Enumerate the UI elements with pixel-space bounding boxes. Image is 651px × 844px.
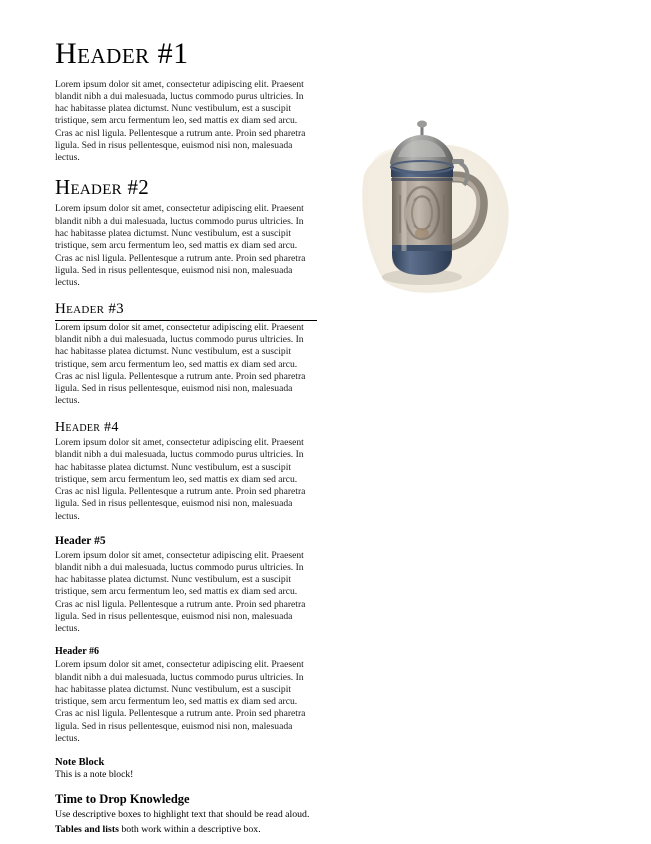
heading-level-5: Header #5 [55,534,106,547]
section-paragraph: Lorem ipsum dolor sit amet, consectetur adipiscing elit. Praesent blandit nibh a dui malesuada, luctus commodo purus ultricies. In hac habitasse platea dictumst. Nunc vestibulum, est a suscipit tristique, sem arcu fermentum leo, sed mattis ex diam sed arcu. Cras ac nisl ligula. Pellentesque a rutrum ante. Proin sed pharetra ligula. Sed in risus pellentesque, euismod nisi non, malesuada lectus. [55,549,306,635]
section-paragraph: Lorem ipsum dolor sit amet, consectetur adipiscing elit. Praesent blandit nibh a dui malesuada, luctus commodo purus ultricies. In hac habitasse platea dictumst. Nunc vestibulum, est a suscipit tristique, sem arcu fermentum leo, sed mattis ex diam sed arcu. Cras ac nisl ligula. Pellentesque a rutrum ante. Proin sed pharetra ligula. Sed in risus pellentesque, euismod nisi non, malesuada lectus. [55,321,306,407]
beer-stein-svg [352,105,542,305]
descriptive-block-footer-rest: both work within a descriptive box. [118,824,261,836]
heading-level-6: Header #6 [55,646,99,658]
heading-level-4: Header #4 [55,419,119,435]
document-body-column [55,38,317,840]
descriptive-block [55,792,317,837]
heading-level-3: Header #3 [55,301,317,321]
stein-lower-band [392,245,452,251]
section-paragraph: Lorem ipsum dolor sit amet, consectetur adipiscing elit. Praesent blandit nibh a dui malesuada, luctus commodo purus ultricies. In hac habitasse platea dictumst. Nunc vestibulum, est a suscipit tristique, sem arcu fermentum leo, sed mattis ex diam sed arcu. Cras ac nisl ligula. Pellentesque a rutrum ante. Proin sed pharetra ligula. Sed in risus pellentesque, euismod nisi non, malesuada lectus. [55,437,306,522]
section-paragraph: Lorem ipsum dolor sit amet, consectetur adipiscing elit. Praesent blandit nibh a dui malesuada, luctus commodo purus ultricies. In hac habitasse platea dictumst. Nunc vestibulum, est a suscipit tristique, sem arcu fermentum leo, sed mattis ex diam sed arcu. Cras ac nisl ligula. Pellentesque a rutrum ante. Proin sed pharetra ligula. Sed in risus pellentesque, euismod nisi non, malesuada lectus. [55,203,306,289]
note-block-body: This is a note block! [55,769,134,781]
note-block [55,757,317,781]
descriptive-block-body: Use descriptive boxes to highlight text that should be read aloud. [55,808,310,820]
beer-stein-illustration [352,105,542,305]
note-block-title: Note Block [55,757,105,769]
stein-lid-knob [417,121,427,128]
heading-level-2: Header #2 [55,175,150,200]
stein-band-shadow [391,178,453,181]
section-paragraph: Lorem ipsum dolor sit amet, consectetur adipiscing elit. Praesent blandit nibh a dui malesuada, luctus commodo purus ultricies. In hac habitasse platea dictumst. Nunc vestibulum, est a suscipit tristique, sem arcu fermentum leo, sed mattis ex diam sed arcu. Cras ac nisl ligula. Pellentesque a rutrum ante. Proin sed pharetra ligula. Sed in risus pellentesque, euismod nisi non, malesuada lectus. [55,659,306,745]
section-paragraph: Lorem ipsum dolor sit amet, consectetur adipiscing elit. Praesent blandit nibh a dui malesuada, luctus commodo purus ultricies. In hac habitasse platea dictumst. Nunc vestibulum, est a suscipit tristique, sem arcu fermentum leo, sed mattis ex diam sed arcu. Cras ac nisl ligula. Pellentesque a rutrum ante. Proin sed pharetra ligula. Sed in risus pellentesque, euismod nisi non, malesuada lectus. [55,78,306,164]
page-title: Header #1 [55,37,189,70]
descriptive-block-title: Time to Drop Knowledge [55,791,190,806]
descriptive-block-footer-bold: Tables and lists [55,824,119,836]
descriptive-block-footer [55,824,317,837]
